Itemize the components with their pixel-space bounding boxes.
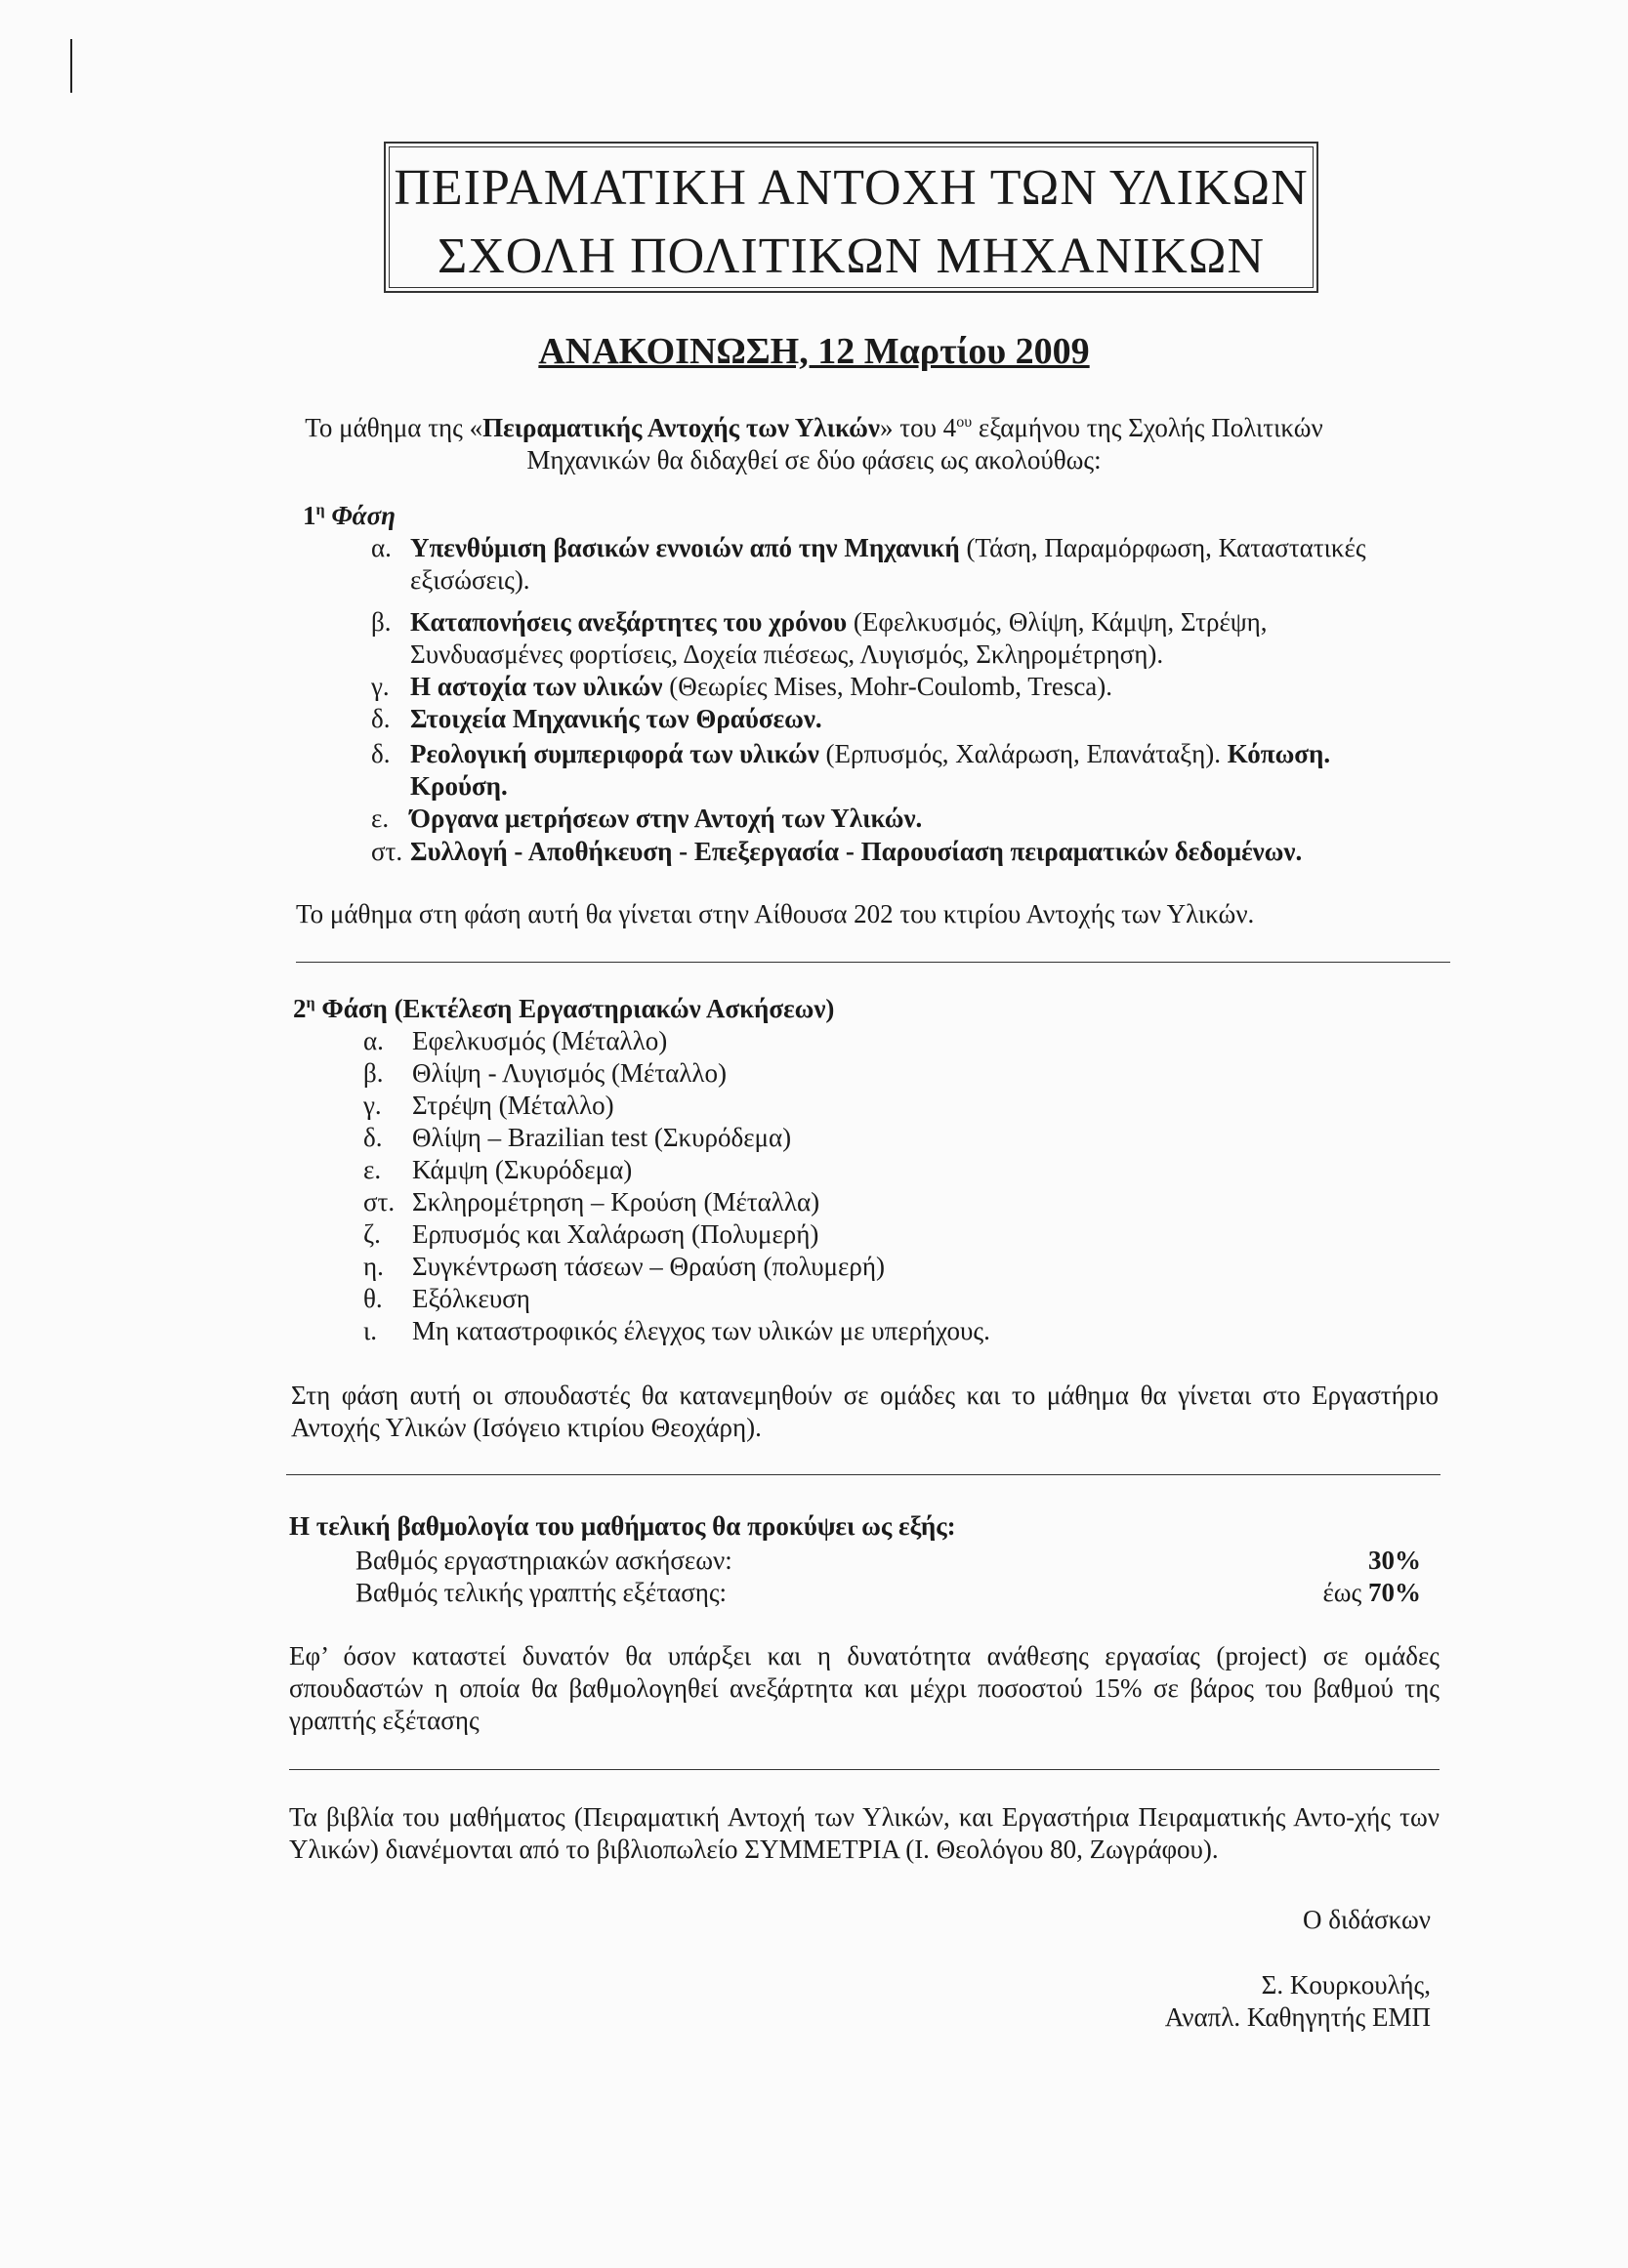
item-bold: Συλλογή - Αποθήκευση - Επεξεργασία - Παρουσίαση πειραματικών δεδομένων.: [410, 837, 1303, 866]
intro-line-2: Μηχανικών θα διδαχθεί σε δύο φάσεις ως ακολούθως:: [526, 445, 1102, 474]
phase1-note: Το μάθημα στη φάση αυτή θα γίνεται στην Αίθουσα 202 του κτιρίου Αντοχής των Υλικών.: [296, 899, 1255, 928]
phase2-item: [363, 1025, 667, 1057]
phase2-item: [363, 1154, 632, 1186]
item-text: Στρέψη (Μέταλλο): [412, 1091, 614, 1120]
item-bold: Υπενθύμιση βασικών εννοιών από την Μηχανική: [410, 533, 960, 562]
item-text: Θλίψη – Brazilian test (Σκυρόδεμα): [412, 1123, 792, 1152]
grading-lab-label: Βαθμός εργαστηριακών ασκήσεων:: [355, 1546, 732, 1575]
item-rest: (Ερπυσμός, Χαλάρωση, Επανάταξη).: [818, 739, 1228, 768]
item-letter: γ.: [371, 672, 390, 701]
signature-name: Σ. Κουρκουλής,: [1261, 1970, 1431, 2000]
intro-line-1: [0, 412, 1628, 444]
phase2-item: [363, 1315, 990, 1347]
divider: [296, 962, 1450, 963]
title-box: [384, 142, 1318, 293]
item-text: Ερπυσμός και Χαλάρωση (Πολυμερή): [412, 1219, 819, 1249]
phase1-num: 1: [303, 501, 316, 530]
item-bold: Όργανα μετρήσεων στην Αντοχή των Υλικών.: [410, 804, 923, 833]
intro-sup: ου: [956, 414, 973, 431]
scan-edge-mark: [70, 39, 72, 93]
phase2-item: [363, 1283, 530, 1315]
phase1-item: [371, 606, 1268, 639]
intro-pre: Το μάθημα της «: [305, 413, 483, 442]
item-letter: ι.: [363, 1316, 378, 1345]
item-letter: ζ.: [363, 1219, 381, 1249]
item-letter: γ.: [363, 1091, 382, 1120]
item-letter: ε.: [371, 804, 390, 833]
phase2-note: Στη φάση αυτή οι σπουδαστές θα κατανεμηθούν σε ομάδες και το μάθημα θα γίνεται στο Εργαστήριο Αντοχής Υλικών (Ισόγειο κτιρίου Θεοχάρη).: [291, 1381, 1439, 1442]
books-note: Τα βιβλία του μαθήματος (Πειραματική Αντοχή των Υλικών, και Εργαστήρια Πειραματικής Αντο-χής των Υλικών) διανέμονται από το βιβλιοπωλείο ΣΥΜΜΕΤΡΙΑ (Ι. Θεολόγου 80, Ζωγράφου).: [289, 1802, 1440, 1864]
phase2-num: 2: [293, 994, 307, 1023]
item-bold: Ρεολογική συμπεριφορά των υλικών: [410, 739, 819, 768]
phase2-heading: [293, 993, 834, 1025]
item-text: Κάμψη (Σκυρόδεμα): [412, 1155, 633, 1184]
phase2-label: Φάση (Εκτέλεση Εργαστηριακών Ασκήσεων): [314, 994, 835, 1023]
signature-role: Ο διδάσκων: [1302, 1905, 1431, 1934]
announcement-heading: ΑΝΑΚΟΙΝΩΣΗ, 12 Μαρτίου 2009: [538, 331, 1090, 372]
phase2-item: [363, 1122, 791, 1154]
grading-lab-value: 30%: [1368, 1546, 1421, 1575]
item-rest: (Εφελκυσμός, Θλίψη, Κάμψη, Στρέψη,: [847, 607, 1268, 637]
item-letter: δ.: [371, 739, 391, 768]
grading-exam-value-line: [1322, 1577, 1421, 1609]
divider: [289, 1769, 1440, 1770]
item-bold-2: Κόπωση.: [1227, 739, 1331, 768]
phase1-item-cont: Συνδυασμένες φορτίσεις, Δοχεία πιέσεως, Λυγισμός, Σκληρομέτρηση).: [410, 639, 1164, 669]
intro-course: Πειραματικής Αντοχής των Υλικών: [482, 413, 880, 442]
grading-exam-label: Βαθμός τελικής γραπτής εξέτασης:: [355, 1578, 728, 1607]
item-letter: α.: [363, 1026, 384, 1055]
phase1-heading: [303, 500, 396, 532]
phase1-item-cont: εξισώσεις).: [410, 565, 530, 595]
divider: [286, 1474, 1440, 1475]
title-line-1: ΠΕΙΡΑΜΑΤΙΚΗ ΑΝΤΟΧΗ ΤΩΝ ΥΛΙΚΩΝ: [394, 160, 1309, 216]
phase1-item-cont: Κρούση.: [410, 771, 508, 801]
phase1-item: [371, 803, 922, 835]
item-letter: δ.: [363, 1123, 383, 1152]
intro-mid: » του 4: [879, 413, 957, 442]
item-letter: β.: [371, 607, 392, 637]
item-text: Εφελκυσμός (Μέταλλο): [412, 1026, 668, 1055]
item-bold: Στοιχεία Μηχανικής των Θραύσεων.: [410, 704, 822, 733]
phase1-label: Φάση: [324, 501, 396, 530]
grading-exam-value: 70%: [1368, 1578, 1421, 1607]
item-letter: ε.: [363, 1155, 382, 1184]
item-letter: β.: [363, 1058, 384, 1088]
item-text: Μη καταστροφικός έλεγχος των υλικών με υπερήχους.: [412, 1316, 990, 1345]
item-text: Εξόλκευση: [412, 1284, 530, 1313]
phase2-item: [363, 1251, 885, 1283]
phase1-item: [371, 738, 1330, 770]
item-text: Θλίψη - Λυγισμός (Μέταλλο): [412, 1058, 727, 1088]
phase2-item: [363, 1090, 614, 1122]
item-text: Συγκέντρωση τάσεων – Θραύση (πολυμερή): [412, 1252, 885, 1281]
phase1-sup: η: [315, 502, 325, 518]
title-line-2: ΣΧΟΛΗ ΠΟΛΙΤΙΚΩΝ ΜΗΧΑΝΙΚΩΝ: [437, 228, 1266, 284]
phase1-item: [371, 532, 1366, 564]
item-letter: α.: [371, 533, 392, 562]
item-letter: η.: [363, 1252, 384, 1281]
phase1-item: [371, 836, 1302, 868]
grading-heading: Η τελική βαθμολογία του μαθήματος θα προκύψει ως εξής:: [289, 1511, 956, 1541]
phase2-item: [363, 1186, 819, 1218]
item-rest: (Τάση, Παραμόρφωση, Καταστατικές: [959, 533, 1366, 562]
signature-title: Αναπλ. Καθηγητής ΕΜΠ: [1164, 2002, 1431, 2032]
item-letter: θ.: [363, 1284, 383, 1313]
item-rest: (Θεωρίες Mises, Mohr-Coulomb, Tresca).: [662, 672, 1113, 701]
item-letter: δ.: [371, 704, 391, 733]
item-letter: στ.: [363, 1187, 396, 1216]
item-text: Σκληρομέτρηση – Κρούση (Μέταλλα): [412, 1187, 820, 1216]
item-bold: Καταπονήσεις ανεξάρτητες του χρόνου: [410, 607, 848, 637]
phase2-item: [363, 1218, 818, 1251]
intro-post: εξαμήνου της Σχολής Πολιτικών: [972, 413, 1323, 442]
item-bold: Η αστοχία των υλικών: [410, 672, 663, 701]
item-letter: στ.: [371, 837, 403, 866]
exam-prefix: έως: [1322, 1578, 1368, 1607]
phase2-sup: η: [306, 995, 315, 1011]
phase1-item: [371, 703, 822, 735]
phase1-item: [371, 671, 1112, 703]
project-note: Εφ’ όσον καταστεί δυνατόν θα υπάρξει και η δυνατότητα ανάθεσης εργασίας (project) σε ομάδες σπουδαστών η οποία θα βαθμολογηθεί ανεξάρτητα και μέχρι ποσοστού 15% σε βάρος του βαθμού της γραπτής εξέτασης: [289, 1641, 1440, 1735]
phase2-item: [363, 1057, 727, 1090]
